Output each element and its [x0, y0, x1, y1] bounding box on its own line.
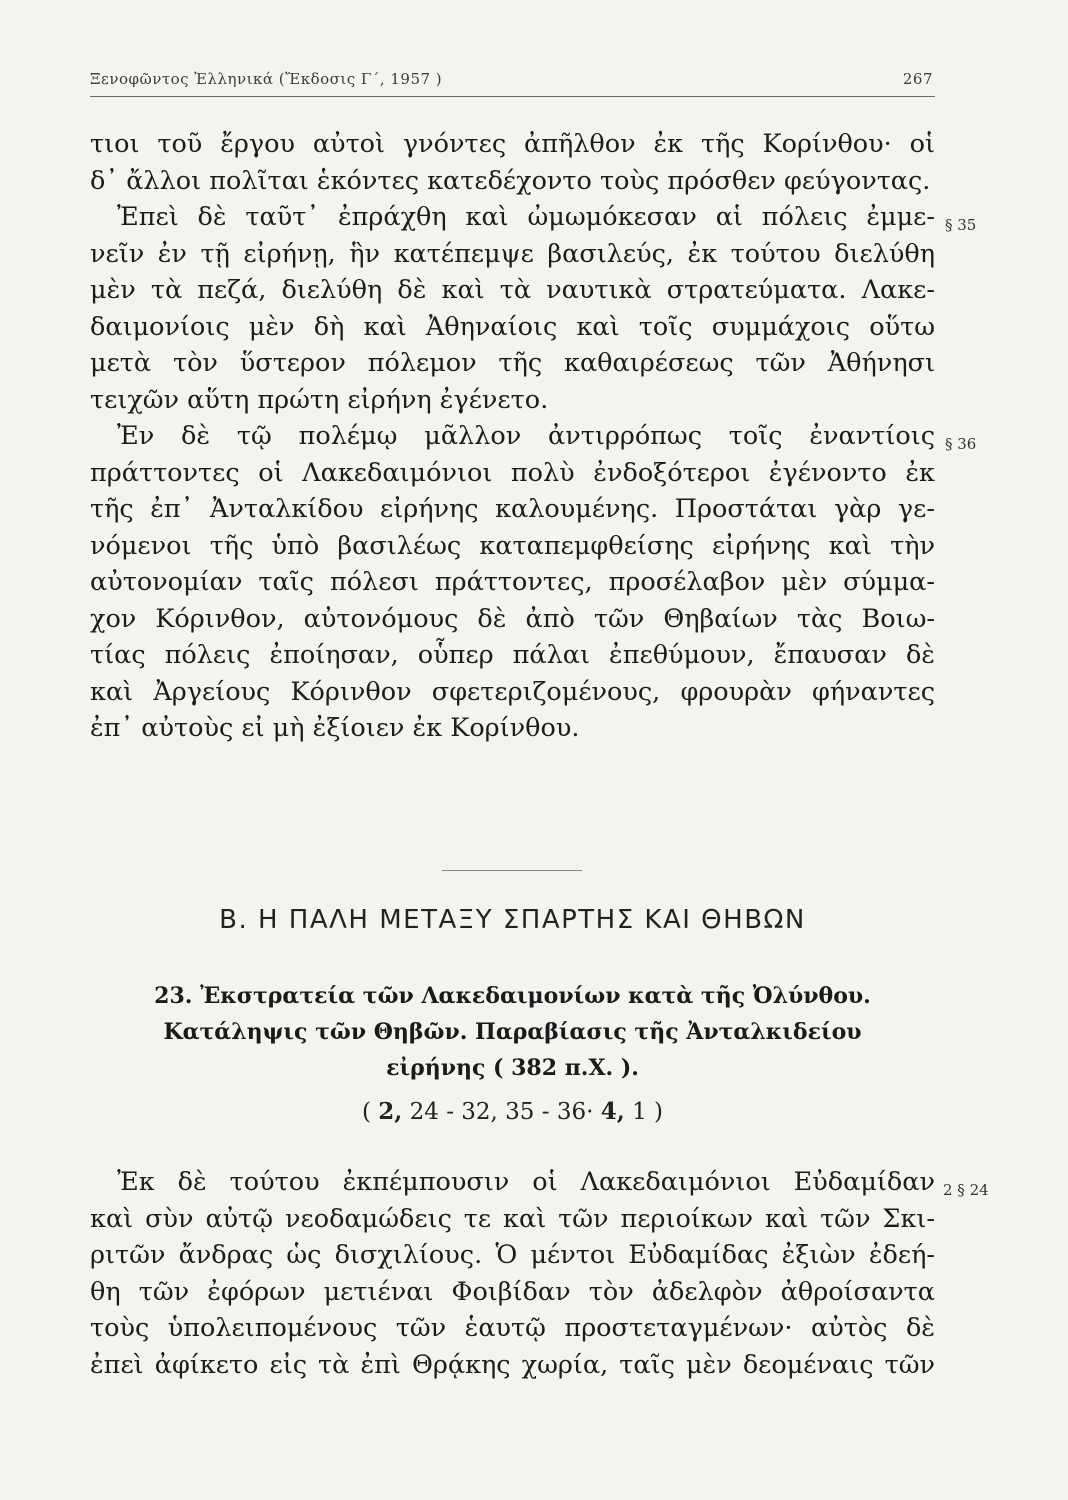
section-marker: § 36	[945, 435, 977, 453]
section-heading-line: Κατάληψις τῶν Θηβῶν. Παραβίασις τῆς Ἀνταλκιδείου	[163, 1019, 862, 1045]
text-line: αὐτονομίαν ταῖς πόλεσι πράττοντες, προσέλαβον μὲν σύμμα-	[90, 567, 935, 597]
ref-book-2: 4,	[600, 1098, 625, 1125]
text-line: χον Κόρινθον, αὐτονόμους δὲ ἀπὸ τῶν Θηβαίων τὰς Βοιω-	[90, 603, 935, 634]
text-line: ριτῶν ἄνδρας ὡς δισχιλίους. Ὁ μέντοι Εὐδαμίδας ἐξιὼν ἐδεή-	[90, 1240, 935, 1270]
text-line: τίας πόλεις ἐποίησαν, οὗπερ πάλαι ἐπεθύμουν, ἔπαυσαν δὲ	[90, 640, 935, 670]
text-line: δ᾽ ἄλλοι πολῖται ἑκόντες κατεδέχοντο τοὺς πρόσθεν φεύγοντας.	[90, 165, 931, 196]
text-line: τειχῶν αὕτη πρώτη εἰρήνη ἐγένετο.	[90, 384, 549, 415]
source-references	[90, 1098, 935, 1125]
text-line: Ἐκ δὲ τούτου ἐκπέμπουσιν οἱ Λακεδαιμόνιοι Εὐδαμίδαν	[117, 1167, 935, 1197]
running-head	[90, 66, 935, 97]
section-heading-line: 23. Ἐκστρατεία τῶν Λακεδαιμονίων κατὰ τῆς Ὀλύνθου.	[154, 983, 871, 1009]
text-line: νεῖν ἐν τῇ εἰρήνῃ, ἣν κατέπεμψε βασιλεύς, ἐκ τούτου διελύθη	[90, 238, 935, 269]
ref-close: 1 )	[632, 1099, 663, 1125]
ref-open: (	[362, 1099, 371, 1125]
upper-text	[90, 126, 977, 747]
text-line: δαιμονίοις μὲν δὴ καὶ Ἀθηναίοις καὶ τοῖς συμμάχοις οὕτω	[90, 311, 935, 342]
paragraph-24	[90, 1164, 989, 1383]
text-line: τιοι τοῦ ἔργου αὐτοὶ γνόντες ἀπῆλθον ἐκ τῆς Κορίνθου· οἱ	[90, 129, 935, 159]
paragraph-35	[90, 199, 977, 418]
text-line: καὶ Ἀργείους Κόρινθον σφετεριζομένους, φρουρὰν φήναντες	[90, 676, 935, 707]
section-heading	[90, 978, 935, 1086]
running-head-title: Ξενοφῶντος Ἑλληνικά (Ἔκδοσις Γ΄, 1957 )	[90, 70, 443, 88]
section-marker: § 35	[945, 216, 977, 234]
text-line: θη τῶν ἐφόρων μετιέναι Φοιβίδαν τὸν ἀδελφὸν ἀθροίσαντα	[90, 1276, 935, 1307]
text-line: τῆς ἐπ᾽ Ἀνταλκίδου εἰρήνης καλουμένης. Προστάται γὰρ γε-	[90, 494, 935, 524]
text-line: πράττοντες οἱ Λακεδαιμόνιοι πολὺ ἐνδοξότεροι ἐγένοντο ἐκ	[90, 457, 935, 488]
paragraph-36	[90, 418, 977, 747]
text-line: μετὰ τὸν ὕστερον πόλεμον τῆς καθαιρέσεως τῶν Ἀθήνησι	[90, 348, 935, 378]
ref-range: 24 - 32, 35 - 36·	[409, 1099, 594, 1125]
text-line: Ἐπεὶ δὲ ταῦτ᾽ ἐπράχθη καὶ ὠμωμόκεσαν αἱ πόλεις ἐμμε-	[117, 202, 935, 232]
text-line: μὲν τὰ πεζά, διελύθη δὲ καὶ τὰ ναυτικὰ στρατεύματα. Λακε-	[90, 275, 935, 305]
text-line: ἐπ᾽ αὐτοὺς εἰ μὴ ἐξίοιεν ἐκ Κορίνθου.	[90, 713, 580, 743]
text-line: Ἐν δὲ τῷ πολέμῳ μᾶλλον ἀντιρρόπως τοῖς ἐναντίοις	[117, 421, 935, 451]
chapter-heading: Β. Η ΠΑΛΗ ΜΕΤΑΞΥ ΣΠΑΡΤΗΣ ΚΑΙ ΘΗΒΩΝ	[219, 905, 806, 935]
page-number: 267	[902, 70, 933, 88]
section-divider	[442, 870, 582, 871]
text-line: καὶ σὺν αὐτῷ νεοδαμώδεις τε καὶ τῶν περιοίκων καὶ τῶν Σκι-	[90, 1203, 935, 1234]
section-marker: 2 § 24	[943, 1181, 989, 1199]
text-line: νόμενοι τῆς ὑπὸ βασιλέως καταπεμφθείσης εἰρήνης καὶ τὴν	[90, 530, 935, 561]
ref-book-1: 2,	[378, 1098, 403, 1125]
paragraph-continuation	[90, 126, 935, 199]
text-line: ἐπεὶ ἀφίκετο εἰς τὰ ἐπὶ Θρᾴκης χωρία, ταῖς μὲν δεομέναις τῶν	[90, 1349, 935, 1380]
section-heading-line: εἰρήνης ( 382 π.Χ. ).	[386, 1055, 639, 1081]
text-line: τοὺς ὑπολειπομένους τῶν ἑαυτῷ προστεταγμένων· αὐτὸς δὲ	[90, 1313, 935, 1343]
